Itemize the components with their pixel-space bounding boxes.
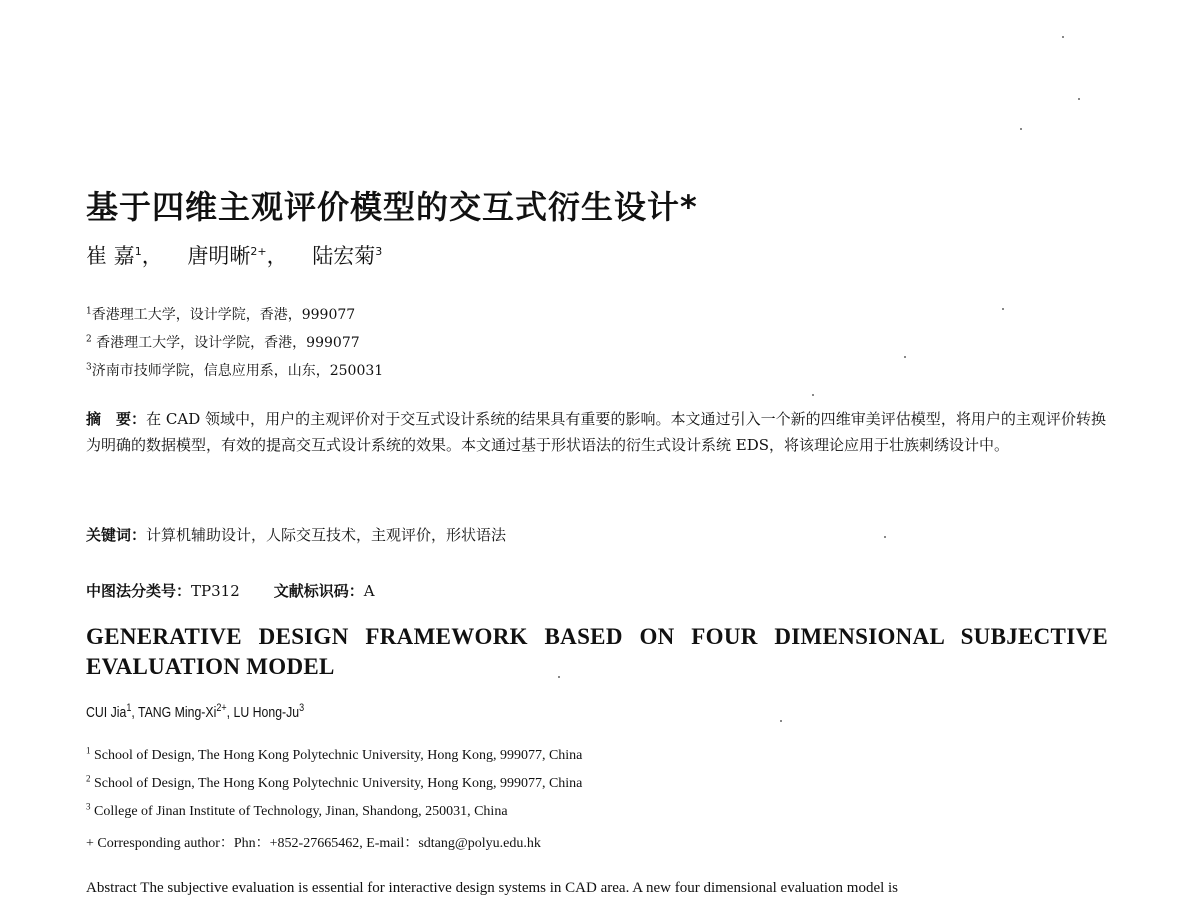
abstract-label: 摘 要： — [86, 410, 147, 428]
affiliation-sup: 2 — [86, 334, 92, 345]
chinese-keywords — [86, 524, 506, 545]
author-name: CUI Jia — [86, 704, 127, 721]
chinese-affiliation — [86, 304, 355, 324]
affiliation-text: 香港理工大学，设计学院，香港，999077 — [91, 307, 356, 323]
author-separator: ， — [266, 244, 288, 268]
affiliation-sup: 1 — [86, 745, 91, 756]
doc-code-label: 文献标识码： — [273, 582, 364, 600]
scan-speck — [1002, 308, 1004, 310]
author-name: 唐明晰 — [187, 244, 251, 268]
classification-label: 中图法分类号： — [86, 582, 192, 600]
corresponding-author: + Corresponding author：Phn：+852-27665462, E-mail：sdtang@polyu.edu.hk — [86, 836, 541, 851]
author-sup: 2+ — [250, 245, 267, 258]
english-affiliation — [86, 745, 583, 764]
author-separator: , — [226, 704, 234, 721]
keywords-label: 关键词： — [86, 526, 147, 544]
english-abstract-partial: Abstract The subjective evaluation is essential for interactive design systems in CAD area. A new four dimensional evaluation model is — [86, 880, 899, 896]
affiliation-sup: 2 — [86, 773, 91, 784]
chinese-title: 基于四维主观评价模型的交互式衍生设计* — [86, 188, 698, 226]
abstract-text: 在 CAD 领域中，用户的主观评价对于交互式设计系统的结果具有重要的影响。本文通过引入一个新的四维审美评估模型，将用户的主观评价转换为明确的数据模型，有效的提高交互式设计系统的效果。本文通过基于形状语法的衍生式设计系统 EDS，将该理论应用于壮族刺绣设计中。 — [86, 410, 1106, 454]
author-name: TANG Ming-Xi — [137, 704, 217, 721]
author-name: LU Hong-Ju — [233, 704, 300, 721]
affiliation-text: School of Design, The Hong Kong Polytechnic University, Hong Kong, 999077, China — [90, 748, 583, 763]
affiliation-text: School of Design, The Hong Kong Polytechnic University, Hong Kong, 999077, China — [90, 776, 583, 791]
scan-speck — [558, 676, 560, 678]
english-affiliation — [86, 801, 508, 820]
affiliation-sup: 1 — [86, 306, 92, 317]
keywords-text: 计算机辅助设计，人际交互技术，主观评价，形状语法 — [146, 526, 507, 544]
affiliation-text: 济南市技师学院，信息应用系，山东，250031 — [91, 363, 384, 379]
author-sup: 2+ — [216, 702, 227, 714]
scan-speck — [1020, 128, 1022, 130]
affiliation-sup: 3 — [86, 801, 91, 812]
scan-speck — [884, 536, 886, 538]
chinese-abstract — [86, 406, 1106, 458]
doc-code-value: A — [363, 582, 375, 600]
scan-speck — [780, 720, 782, 722]
classification-line — [86, 580, 375, 601]
author-sup: 1 — [126, 702, 132, 714]
author-name: 崔 嘉 — [86, 244, 135, 268]
chinese-affiliation — [86, 360, 383, 380]
english-affiliation — [86, 773, 583, 792]
author-sup: 3 — [299, 702, 305, 714]
author-separator: , — [131, 704, 138, 721]
scan-speck — [812, 394, 814, 396]
scan-speck — [904, 356, 906, 358]
author-name: 陆宏菊 — [312, 244, 376, 268]
scan-speck — [1062, 36, 1064, 38]
author-sup: 1 — [134, 245, 142, 258]
author-separator: ， — [141, 244, 163, 268]
english-title: GENERATIVE DESIGN FRAMEWORK BASED ON FOUR DIMENSIONAL SUBJECTIVE EVALUATION MODEL — [86, 624, 1108, 679]
chinese-authors — [86, 240, 382, 270]
affiliation-sup: 3 — [86, 362, 92, 373]
affiliation-text: College of Jinan Institute of Technology, Jinan, Shandong, 250031, China — [90, 804, 508, 819]
english-authors — [86, 704, 304, 721]
chinese-affiliation — [86, 332, 360, 352]
author-sup: 3 — [375, 245, 383, 258]
scan-speck — [1078, 98, 1080, 100]
classification-value: TP312 — [191, 582, 240, 600]
affiliation-text: 香港理工大学，设计学院，香港，999077 — [91, 335, 360, 351]
